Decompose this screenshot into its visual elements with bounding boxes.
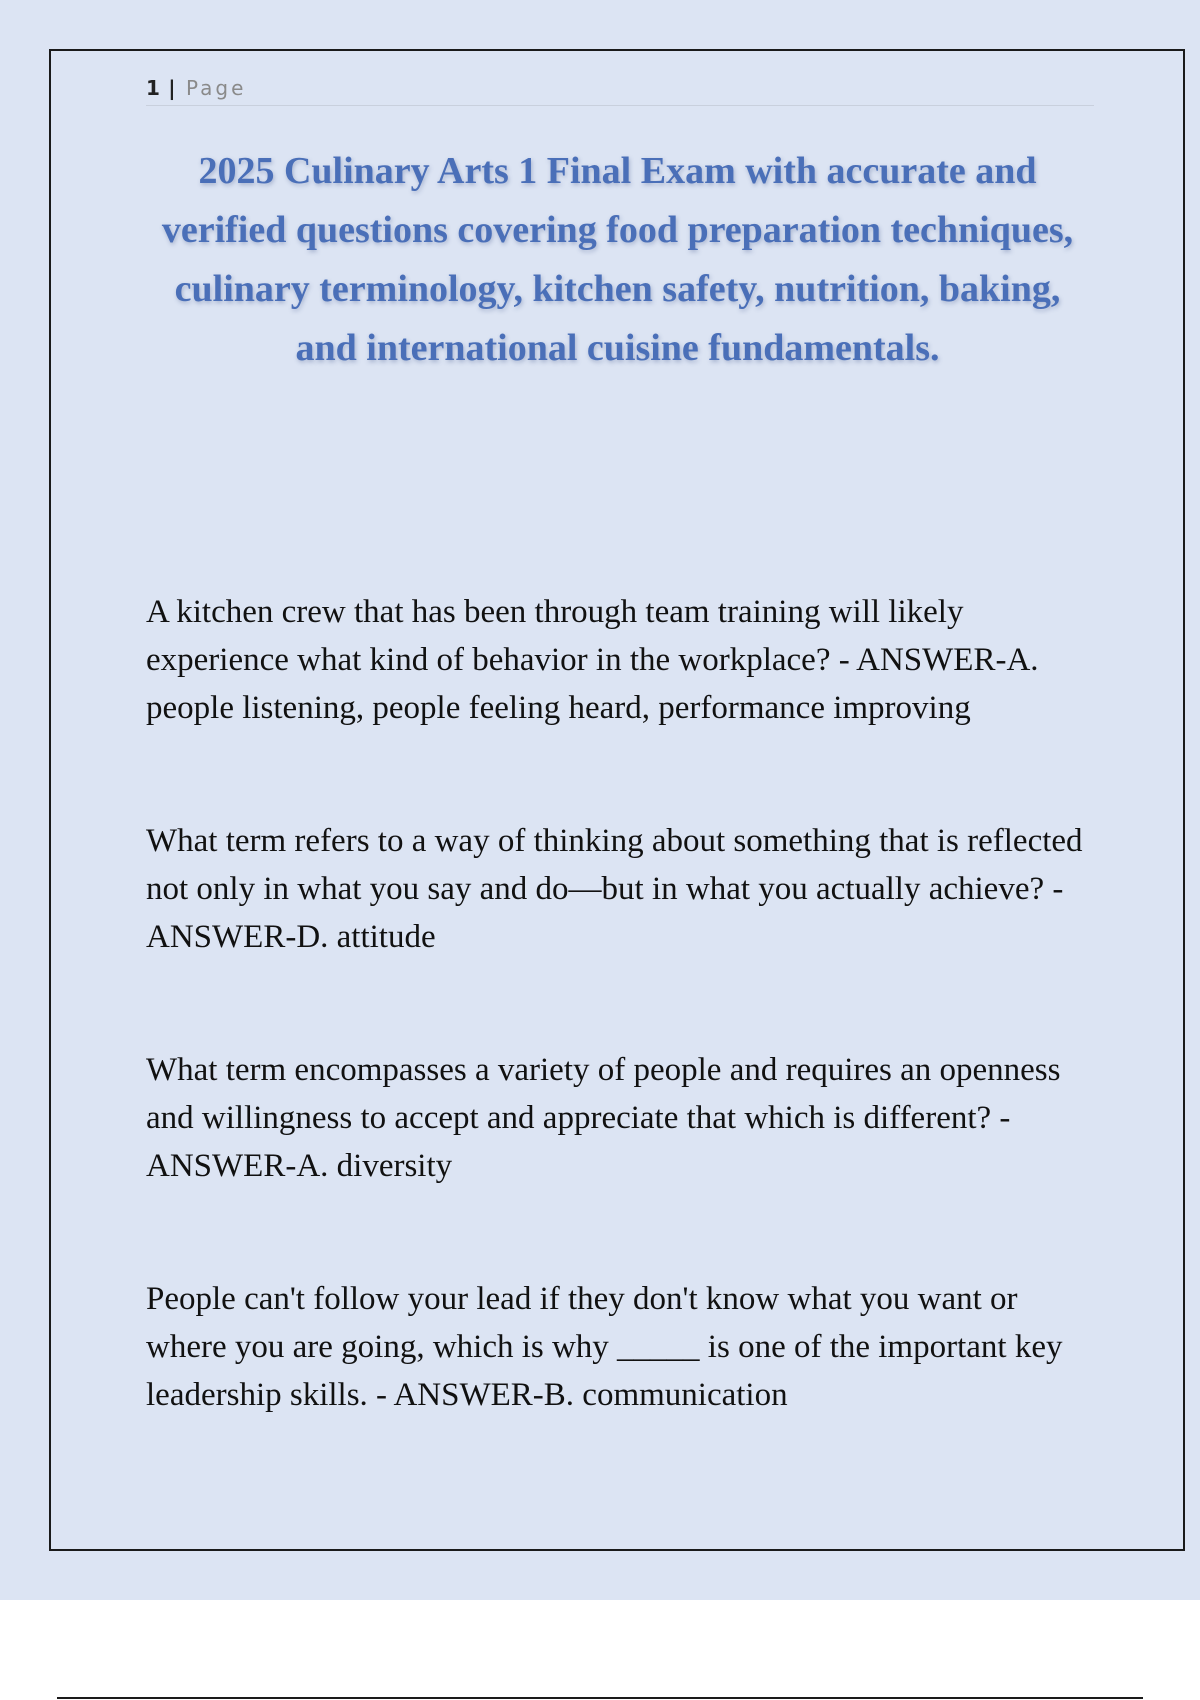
page-number: 1 (146, 76, 160, 100)
page-header (146, 74, 1094, 106)
question-item: People can't follow your lead if they don't know what you want or where you are going, which is why _____ is one of the important key leadership skills. - ANSWER-B. communication (146, 1281, 1063, 1413)
question-item: What term encompasses a variety of people and requires an openness and willingness to accept and appreciate that which is different? - ANSWER-A. diversity (146, 1052, 1061, 1184)
page-separator: | (168, 76, 176, 100)
footer-divider (57, 1697, 1143, 1699)
document-title: 2025 Culinary Arts 1 Final Exam with accurate and verified questions covering food preparation techniques, culinary terminology, kitchen safety, nutrition, baking, and international cuisine fundamentals. (161, 150, 1074, 369)
question-item: A kitchen crew that has been through team training will likely experience what kind of behavior in the workplace? - ANSWER-A. people listening, people feeling heard, performance improving (146, 594, 1039, 726)
page-label: Page (185, 76, 247, 100)
question-item: What term refers to a way of thinking about something that is reflected not only in what you say and do—but in what you actually achieve? - ANSWER-D. attitude (146, 823, 1083, 955)
question-list (146, 588, 1086, 1419)
